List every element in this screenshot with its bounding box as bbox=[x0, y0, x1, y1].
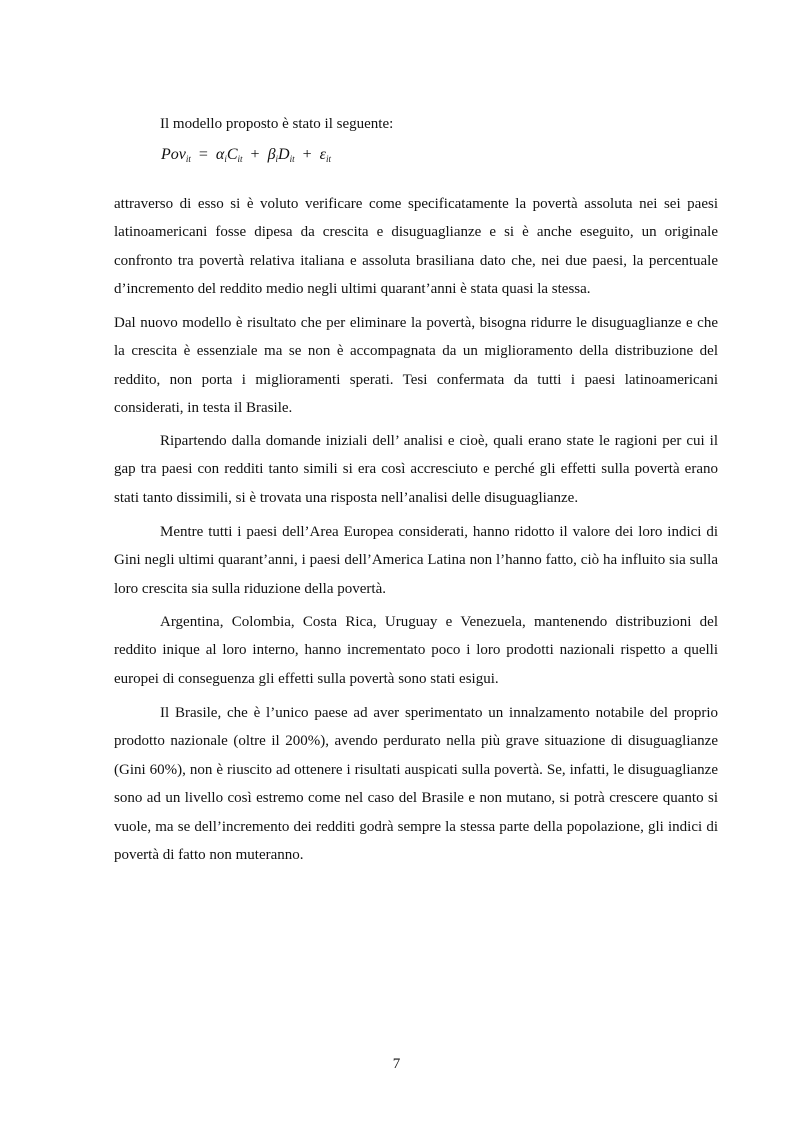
poverty-model-formula bbox=[161, 146, 331, 164]
page-number: 7 bbox=[392, 1056, 401, 1072]
paragraph-gini-comparison: Mentre tutti i paesi dell’Area Europea considerati, hanno ridotto il valore dei loro indici di Gini negli ultimi quarant’anni, i paesi dell’America Latina non l’hanno fatto, ciò ha influito sia sulla loro crescita sia sulla riduzione della povertà. bbox=[114, 524, 718, 597]
formula-error-term: $\varepsilon_{it}$ bbox=[319, 146, 331, 164]
paragraph-brazil: Il Brasile, che è l’unico paese ad aver sperimentato un innalzamento notabile del proprio prodotto nazionale (oltre il 200%), avendo perdurato nella più grave situazione di disuguaglianze (Gini 60%), non è riuscito ad ottenere i risultati auspicati sulla povertà. Se, infatti, le disuguaglianze sono ad un livello così estremo come nel caso del Brasile e non mutano, si potrà crescere quanto si vuole, ma se dell’incremento dei redditi godrà sempre la stessa parte della popolazione, gli indici di povertà di fatto non muteranno. bbox=[114, 705, 718, 864]
paragraph-model-result: Dal nuovo modello è risultato che per eliminare la povertà, bisogna ridurre le disuguaglianze e che la crescita è essenziale ma se non è accompagnata da un miglioramento della distribuzione del reddito, non porta i miglioramenti sperati. Tesi confermata da tutti i paesi latinoamericani considerati, in testa il Brasile. bbox=[114, 315, 718, 417]
paragraph-initial-questions: Ripartendo dalla domande iniziali dell’ analisi e cioè, quali erano state le ragioni per cui il gap tra paesi con redditi tanto simili si era così accresciuto e perché gli effetti sulla povertà erano stati tanto dissimili, si è trovata una risposta nell’analisi delle disuguaglianze. bbox=[114, 433, 718, 506]
paragraph-latin-countries: Argentina, Colombia, Costa Rica, Uruguay e Venezuela, mantenendo distribuzioni del reddito inique al loro interno, hanno incrementato poco i loro prodotti nazionali rispetto a quelli europei di conseguenza gli effetti sulla povertà sono stati esigui. bbox=[114, 614, 718, 687]
intro-sentence: Il modello proposto è stato il seguente: bbox=[160, 116, 394, 132]
formula-plus: + bbox=[302, 146, 312, 163]
formula-equals: = bbox=[198, 146, 208, 163]
formula-plus: + bbox=[250, 146, 260, 163]
paragraph-model-purpose: attraverso di esso si è voluto verificare come specificatamente la povertà assoluta nei sei paesi latinoamericani fosse dipesa da crescita e disuguaglianze e si è anche eseguito, un originale confronto tra povertà relativa italiana e assoluta brasiliana dato che, nei due paesi, la percentuale d’incremento del reddito medio negli ultimi quarant’anni è stata quasi la stessa. bbox=[114, 196, 718, 298]
formula-term-growth: $\alpha_iC_{it}$ bbox=[215, 146, 243, 164]
formula-term-inequality: $\beta_iD_{it}$ bbox=[267, 146, 295, 164]
formula-lhs: Pov$_{it}$ bbox=[161, 146, 191, 164]
